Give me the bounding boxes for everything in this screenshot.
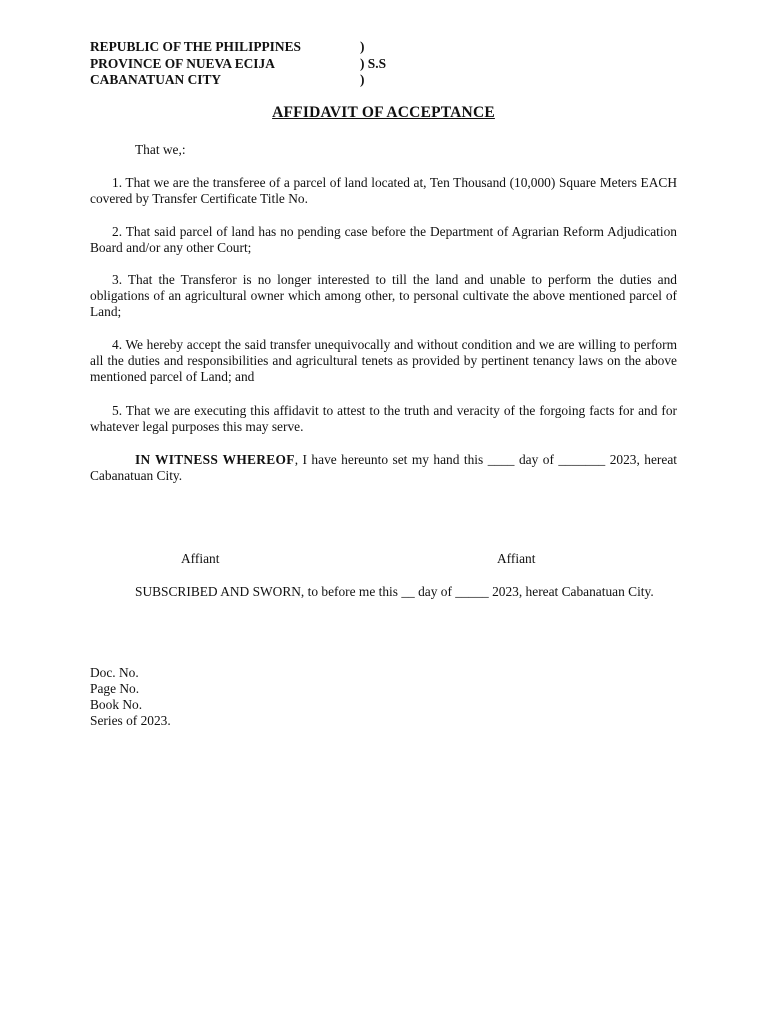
doc-no-line: Doc. No. [90, 665, 139, 680]
document-title: AFFIDAVIT OF ACCEPTANCE [272, 104, 495, 121]
jurat-clause: SUBSCRIBED AND SWORN, to before me this __ day of _____ 2023, hereat Cabanatuan City. [135, 584, 654, 599]
paragraph-2: 2. That said parcel of land has no pending case before the Department of Agrarian Reform Adjudication Board and/or any other Court; [90, 224, 677, 255]
caption-bracket-3: ) [360, 72, 365, 87]
witness-text: , I have hereunto set my hand this ____ day of _______ 2023, hereat Cabanatuan City. [90, 452, 677, 483]
venue-caption [90, 39, 510, 89]
caption-row-republic [90, 39, 510, 56]
caption-row-city [90, 72, 510, 89]
book-no-line: Book No. [90, 697, 143, 712]
notarial-register [90, 665, 171, 729]
series-line: Series of 2023. [90, 713, 171, 728]
caption-ss: ) S.S [360, 55, 387, 71]
paragraph-3: 3. That the Transferor is no longer interested to till the land and unable to perform the duties and obligations of an agricultural owner which among other, to personal cultivate the above mentioned parcel of Land; [90, 272, 677, 319]
paragraph-5: 5. That we are executing this affidavit to attest to the truth and veracity of the forgoing facts for and for whatever legal purposes this may serve. [90, 403, 677, 434]
paragraph-4: 4. We hereby accept the said transfer unequivocally and without condition and we are willing to perform all the duties and responsibilities and agricultural tenets as provided by pertinent tenancy laws on the above mentioned parcel of Land; and [90, 337, 677, 384]
witness-clause [90, 452, 677, 484]
paragraph-1: 1. That we are the transferee of a parcel of land located at, Ten Thousand (10,000) Square Meters EACH covered by Transfer Certificate Title No. [90, 175, 677, 206]
document-page [90, 0, 677, 1024]
page-no-line: Page No. [90, 681, 140, 696]
caption-province: PROVINCE OF NUEVA ECIJA [90, 55, 275, 71]
caption-row-province [90, 56, 510, 73]
caption-city: CABANATUAN CITY [90, 72, 222, 87]
caption-bracket-1: ) [360, 39, 365, 54]
affiant-label-1: Affiant [181, 551, 220, 566]
caption-republic: REPUBLIC OF THE PHILIPPINES [90, 39, 301, 54]
witness-lead: IN WITNESS WHEREOF [135, 452, 295, 467]
affiant-label-2: Affiant [497, 551, 536, 566]
intro-line: That we,: [135, 142, 186, 157]
